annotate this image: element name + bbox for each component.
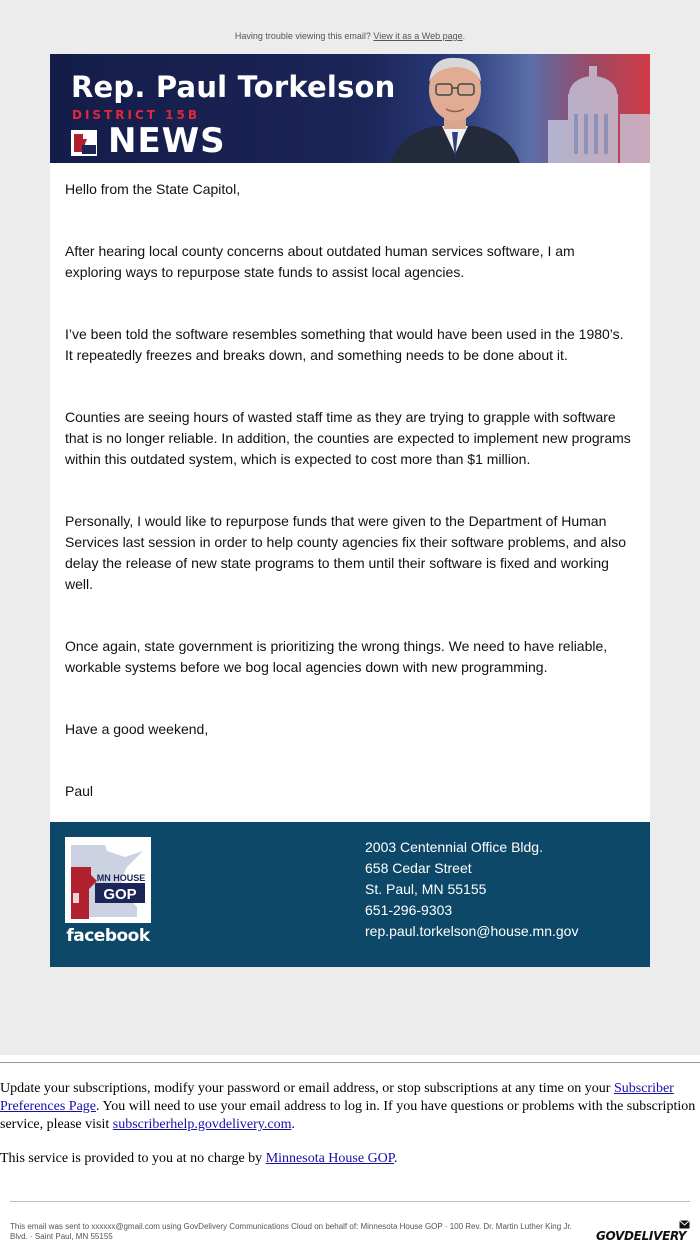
preheader-text: Having trouble viewing this email? xyxy=(234,31,371,41)
contact-address xyxy=(365,837,578,942)
body-paragraph: I’ve been told the software resembles something that would have been used in the 1980’s. It repeatedly freezes and breaks down, and something needs to be done about it. xyxy=(65,326,624,363)
mn-house-gop-logo-icon xyxy=(71,130,97,156)
subscriber-help-link[interactable]: subscriberhelp.govdelivery.com xyxy=(112,1117,292,1132)
body-paragraph: Personally, I would like to repurpose funds that were given to the Department of Human Services last session in order to help county agencies fix their software problems, and also delay the release of new state programs to them until their software is fixed and working well. xyxy=(65,513,627,592)
facebook-link[interactable] xyxy=(65,837,151,952)
divider xyxy=(10,1201,690,1202)
phone-number: 651-296-9303 xyxy=(365,902,453,918)
sign-off: Have a good weekend, xyxy=(65,721,209,737)
signature: Paul xyxy=(65,783,94,799)
divider xyxy=(0,1062,700,1063)
contact-footer xyxy=(50,822,650,967)
greeting: Hello from the State Capitol, xyxy=(65,181,241,197)
svg-text:MN HOUSE: MN HOUSE xyxy=(96,873,146,883)
service-paragraph: This service is provided to you at no charge by Minnesota House GOP. xyxy=(0,1151,398,1166)
preheader: Having trouble viewing this email? View it as a Web page. xyxy=(234,31,466,41)
newsletter-banner xyxy=(50,54,650,163)
banner-news-label: NEWS xyxy=(108,121,226,161)
mn-house-gop-logo xyxy=(65,837,151,923)
address-line: St. Paul, MN 55155 xyxy=(365,881,487,897)
email-card xyxy=(50,54,650,967)
subscriber-preferences-link[interactable]: Subscriber Preferences Page xyxy=(0,1081,674,1114)
minnesota-map-icon xyxy=(65,837,151,923)
body-paragraph: Once again, state government is prioritizing the wrong things. We need to have reliable, workable systems before we bog local agencies down with new programming. xyxy=(65,638,608,675)
subscription-paragraph: Update your subscriptions, modify your password or email address, or stop subscriptions at any time on your Subscriber Preferences Page. You will need to use your email address to log in. If you have questions or problems with the subscription service, please visit subscriberhelp.govdelivery.com. xyxy=(0,1081,696,1132)
envelope-icon xyxy=(679,1220,690,1229)
legal-footer: This email was sent to xxxxxx@gmail.com using GovDelivery Communications Cloud on behalf of: Minnesota House GOP · 100 Rev. Dr. Martin Luther King Jr. Blvd. · Saint Paul, MN 55155 xyxy=(10,1222,572,1241)
banner-district: DISTRICT 15B xyxy=(72,108,200,122)
address-line: 2003 Centennial Office Bldg. xyxy=(365,839,543,855)
address-line: 658 Cedar Street xyxy=(365,860,472,876)
email-address: rep.paul.torkelson@house.mn.gov xyxy=(365,923,579,939)
minnesota-house-gop-link[interactable]: Minnesota House GOP xyxy=(265,1151,395,1166)
facebook-label: facebook xyxy=(66,926,150,946)
representative-portrait xyxy=(380,54,530,163)
body-paragraph: After hearing local county concerns about outdated human services software, I am exploring ways to repurpose state funds to assist local agencies. xyxy=(65,243,575,280)
subscription-notice xyxy=(0,1080,700,1184)
email-body xyxy=(50,163,650,822)
banner-title: Rep. Paul Torkelson xyxy=(71,70,396,104)
svg-text:GOP: GOP xyxy=(103,886,137,903)
view-web-page-link[interactable]: View it as a Web page xyxy=(373,31,463,41)
govdelivery-logo[interactable]: GOVDELIVERY xyxy=(596,1229,687,1243)
body-paragraph: Counties are seeing hours of wasted staff time as they are trying to grapple with software that is no longer reliable. In addition, the counties are expected to implement new programs within this outdated system, which is expected to cost more than $1 million. xyxy=(65,409,631,467)
